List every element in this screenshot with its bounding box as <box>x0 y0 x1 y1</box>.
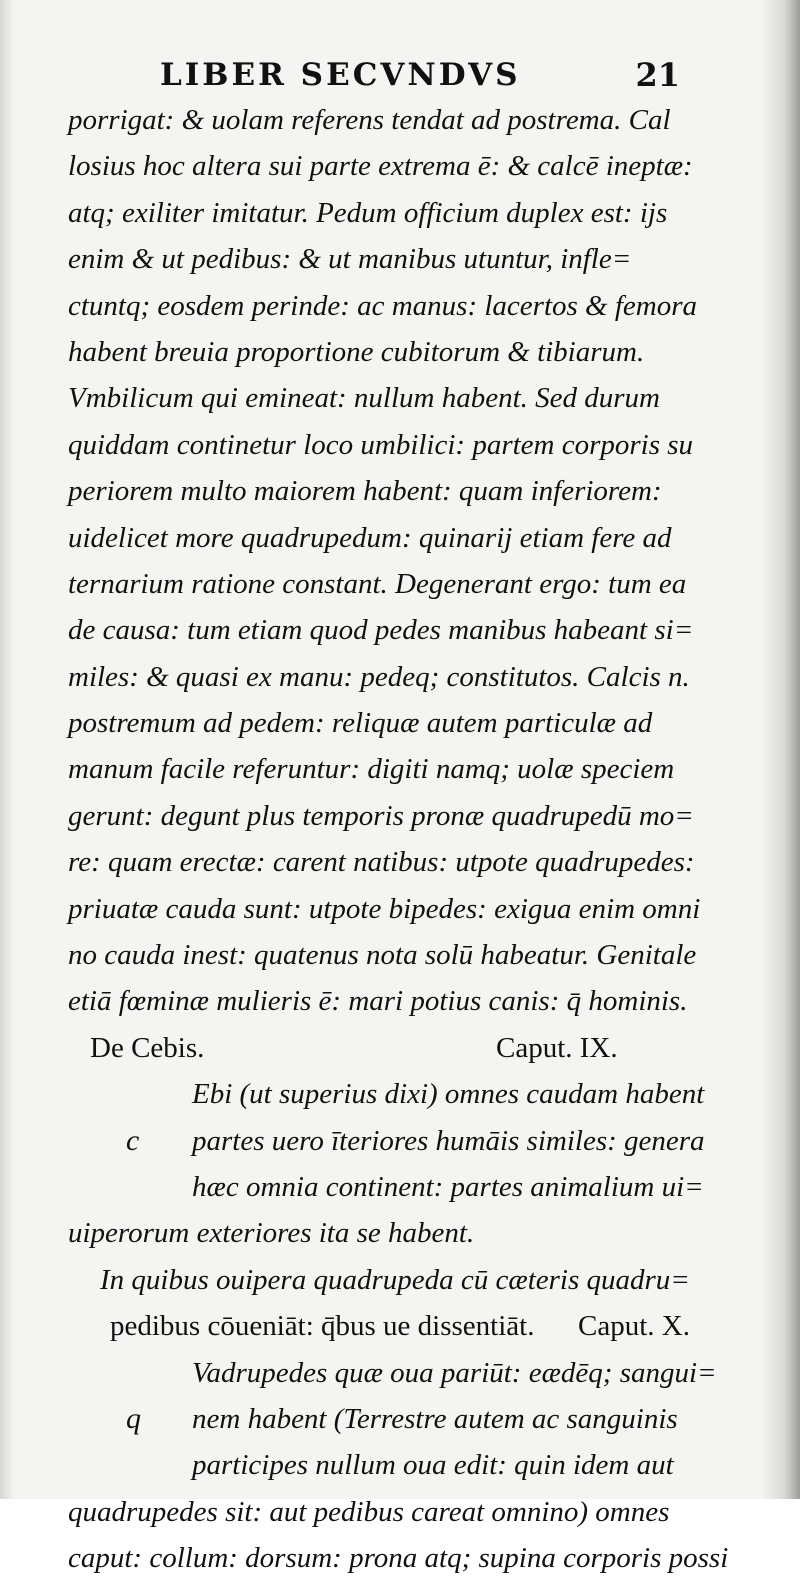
chapter-ix-line <box>68 1118 740 1164</box>
text-line: habent breuia proportione cubitorum & tibiarum. <box>68 335 645 368</box>
text-line: quiddam continetur loco umbilici: partem corporis su <box>68 428 694 461</box>
chapter-x-title-cont: pedibus cōueniāt: q̄bus ue dissentiāt. <box>110 1310 535 1343</box>
chapter-ix-heading <box>68 1025 740 1071</box>
chapter-x-line-text: nem habent (Terrestre autem ac sanguinis <box>192 1402 678 1435</box>
page-gutter-shadow <box>762 0 800 1499</box>
chapter-x-line: participes nullum oua edit: quin idem aut <box>192 1449 674 1482</box>
chapter-x-line: Vadrupedes quæ oua pariūt: eædēq; sangui= <box>192 1356 717 1389</box>
chapter-ix-title: De Cebis. <box>90 1031 205 1064</box>
page-left-edge <box>0 0 14 1499</box>
text-line: periorem multo maiorem habent: quam inferiorem: <box>68 475 662 508</box>
page-header <box>160 50 680 100</box>
chapter-ix-line: uiperorum exteriores ita se habent. <box>68 1217 475 1250</box>
text-line: ternarium ratione constant. Degenerant ergo: tum ea <box>68 567 687 600</box>
text-line: enim & ut pedibus: & ut manibus utuntur, infle= <box>68 243 632 276</box>
guide-letter: q <box>126 1401 141 1435</box>
text-line: ctuntq; eosdem perinde: ac manus: lacertos & femora <box>68 289 698 322</box>
guide-letter: c <box>126 1123 140 1157</box>
text-line: porrigat: & uolam referens tendat ad postrema. Cal <box>68 104 671 136</box>
text-line: miles: & quasi ex manu: pedeq; constitutos. Calcis n. <box>68 660 690 693</box>
chapter-ix-line-text: Ebi (ut superius dixi) omnes caudam habent <box>192 1078 705 1111</box>
chapter-ix-line <box>68 1071 740 1117</box>
text-line: etiā fœminæ mulieris ē: mari potius canis: q̄ hominis. <box>68 985 688 1018</box>
chapter-x-title-line: In quibus ouipera quadrupeda cū cæteris quadru= <box>100 1263 690 1296</box>
body-text <box>68 97 740 1582</box>
text-line: priuatæ cauda sunt: utpote bipedes: exigua enim omni <box>68 892 701 925</box>
text-line: de causa: tum etiam quod pedes manibus habeant si= <box>68 614 694 647</box>
chapter-x-line <box>68 1396 740 1442</box>
text-line: losius hoc altera sui parte extrema ē: & calcē ineptæ: <box>68 150 693 183</box>
page-number: 21 <box>635 56 680 94</box>
text-line: postremum ad pedem: reliquæ autem particulæ ad <box>68 707 653 740</box>
chapter-ix-caput: Caput. IX. <box>496 1031 618 1064</box>
text-line: gerunt: degunt plus temporis pronæ quadrupedū mo= <box>68 799 694 832</box>
running-head: LIBER SECVNDVS <box>160 57 521 93</box>
text-line: uidelicet more quadrupedum: quinarij etiam fere ad <box>68 521 672 554</box>
chapter-x-heading <box>68 1303 740 1349</box>
text-line: Vmbilicum qui emineat: nullum habent. Sed durum <box>68 382 660 415</box>
text-line: re: quam erectæ: carent natibus: utpote quadrupedes: <box>68 846 695 879</box>
chapter-x-caput: Caput. X. <box>578 1310 690 1343</box>
text-line: atq; exiliter imitatur. Pedum officium duplex est: ijs <box>68 196 668 229</box>
chapter-x-line: caput: collum: dorsum: prona atq; supina corporis possi <box>68 1542 729 1575</box>
chapter-ix-line: hæc omnia continent: partes animalium ui= <box>192 1170 704 1203</box>
chapter-ix-line-text: partes uero īteriores humāis similes: genera <box>192 1124 705 1157</box>
text-line: no cauda inest: quatenus nota solū habeatur. Genitale <box>68 939 697 972</box>
text-line: manum facile referuntur: digiti namq; uolæ speciem <box>68 753 675 786</box>
chapter-x-line: quadrupedes sit: aut pedibus careat omnino) omnes <box>68 1495 670 1528</box>
